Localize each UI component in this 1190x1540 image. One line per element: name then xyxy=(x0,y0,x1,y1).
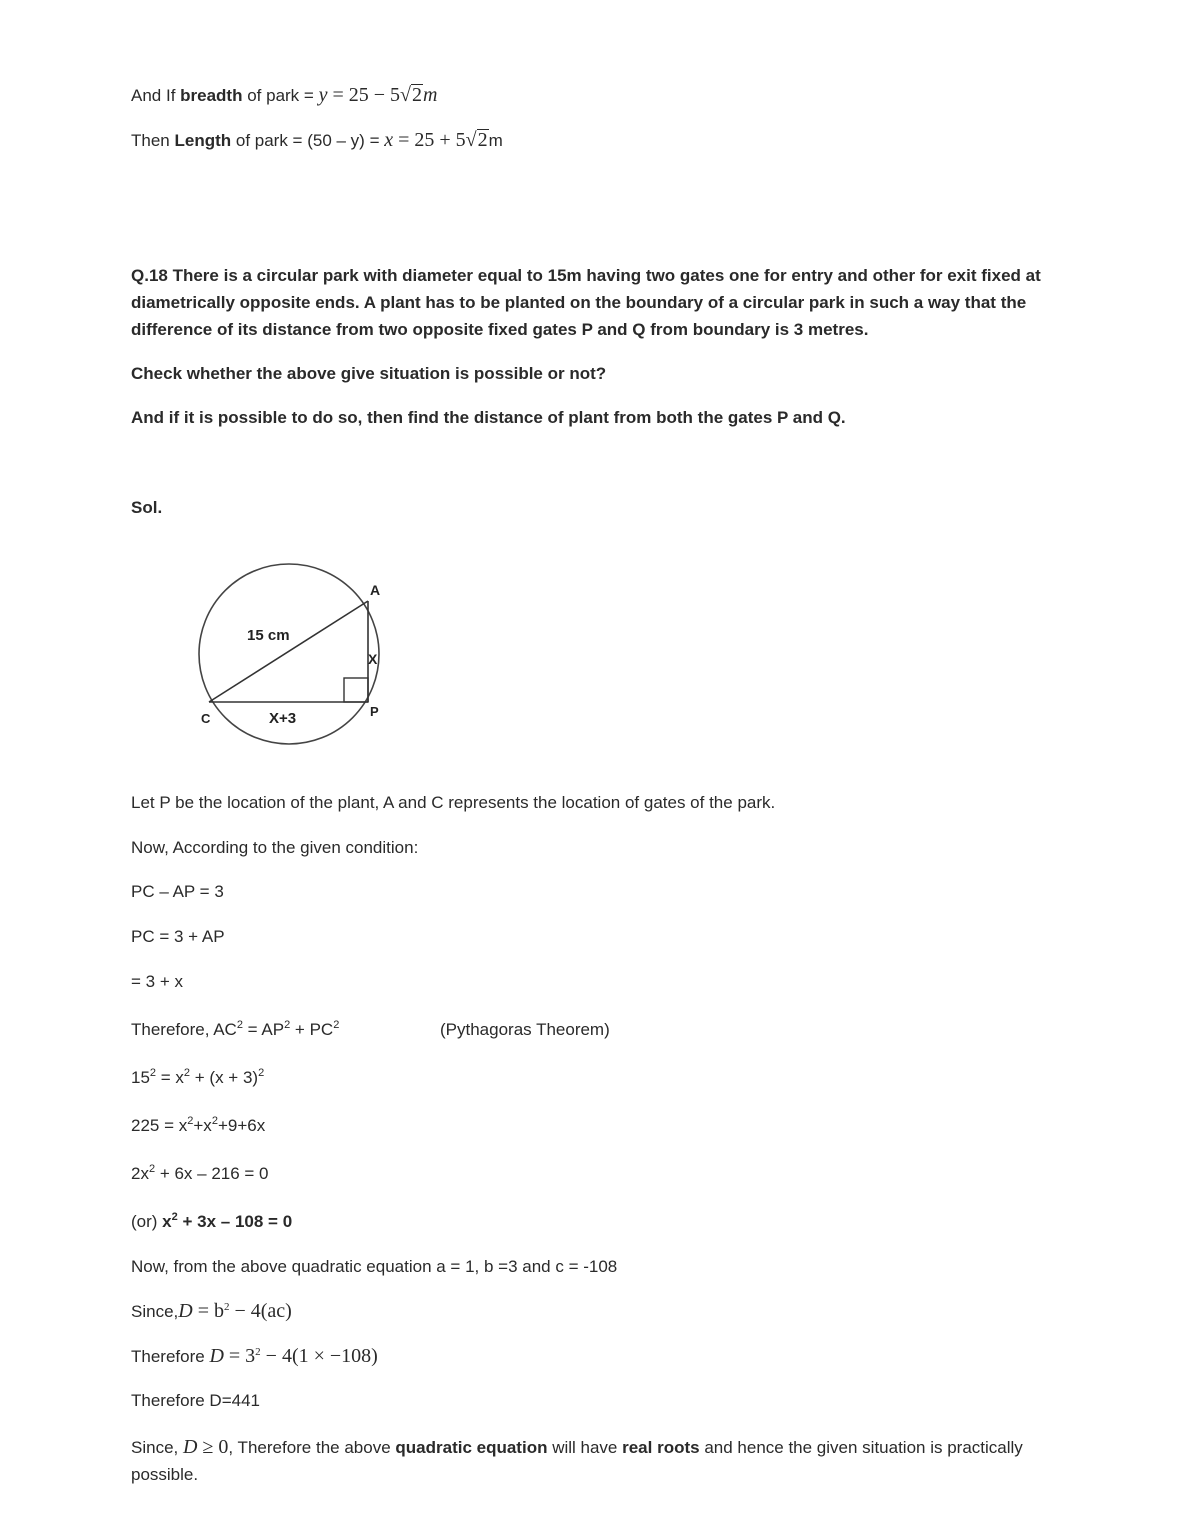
length-line: Then Length of park = (50 – y) = x = 25 + 5√2m xyxy=(131,129,503,151)
step-quadratic: $2x^2 + 6x - 216 = 0$ xyxy=(131,1163,269,1183)
pythagoras-note: (Pythagoras Theorem) xyxy=(440,1020,610,1039)
step-pc-x: = 3 + x xyxy=(131,972,183,991)
step-condition: Now, According to the given condition: xyxy=(131,838,419,857)
point-a-label: A xyxy=(370,582,381,598)
point-p-label: P xyxy=(370,704,379,719)
circle-diagram xyxy=(185,555,400,755)
side-label: X xyxy=(368,651,378,667)
step-substitute: $15^2 = x^2 + (x + 3)^2$ xyxy=(131,1067,265,1087)
step-pythagoras: Therefore, $AC^2 = AP^2 + PC^2$ xyxy=(131,1019,340,1039)
right-angle-mark xyxy=(344,678,368,702)
step-pc: PC = 3 + AP xyxy=(131,927,225,946)
step-discriminant-value: Therefore $D = 3^2 - 4(1 \times -108)$ xyxy=(131,1345,378,1367)
step-simplified: (or) $x^2 + 3x - 108 = 0$ xyxy=(131,1211,293,1231)
question-text: Q.18 There is a circular park with diameter equal to 15m having two gates one for entry and other for exit fixed at diametrically opposite ends. A plant has to be planted on the boundary of a circular park in such a way that the difference of its distance from two opposite fixed gates P and Q from boundary is 3 metres. xyxy=(131,266,1041,339)
point-c-label: C xyxy=(201,711,211,726)
hyp-label: 15 cm xyxy=(247,627,290,644)
breadth-line: And If breadth of park = y = 25 − 5√2m xyxy=(131,84,438,106)
step-discriminant-formula: Since,D = $b^2 - 4(ac)$ xyxy=(131,1300,292,1322)
question-find: And if it is possible to do so, then find the distance of plant from both the gates P and Q. xyxy=(131,408,846,427)
question-check: Check whether the above give situation is possible or not? xyxy=(131,364,607,383)
solution-label: Sol. xyxy=(131,498,163,517)
step-definition: Let P be the location of the plant, A and C represents the location of gates of the park. xyxy=(131,793,776,812)
step-expand: $225 = x^2+x^2+9+6x$ xyxy=(131,1115,266,1135)
step-conclusion: Since, D ≥ 0, Therefore the above quadratic equation will have real roots and hence the given situation is practically possible. xyxy=(131,1436,1023,1484)
base-label: X+3 xyxy=(269,710,297,727)
sqrt-symbol: √2 xyxy=(400,84,422,106)
step-discriminant-result: Therefore D=441 xyxy=(131,1391,260,1410)
sqrt-symbol: √2 xyxy=(465,129,488,151)
step-coefficients: Now, from the above quadratic equation a = 1, b =3 and c = -108 xyxy=(131,1257,618,1276)
step-difference: PC – AP = 3 xyxy=(131,882,224,901)
